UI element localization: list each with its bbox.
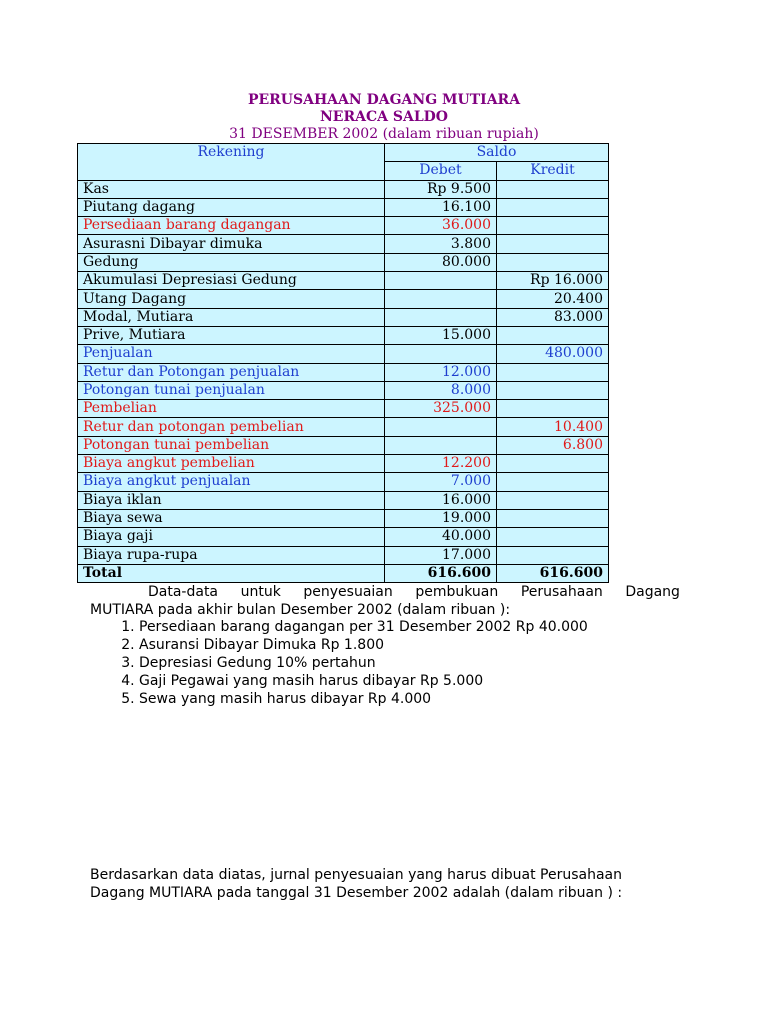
kredit-value: [497, 509, 609, 527]
debet-value: [385, 290, 497, 308]
kredit-value: [497, 235, 609, 253]
col-header-account: Rekening: [78, 144, 385, 181]
kredit-value: 6.800: [497, 436, 609, 454]
debet-value: 12.000: [385, 363, 497, 381]
intro-line-1: [90, 583, 680, 601]
account-name: Gedung: [78, 253, 385, 271]
kredit-value: 83.000: [497, 308, 609, 326]
table-row: [78, 473, 609, 491]
debet-value: [385, 418, 497, 436]
table-row: [78, 381, 609, 399]
table-header-row: [78, 144, 609, 162]
table-row: [78, 217, 609, 235]
kredit-value: 10.400: [497, 418, 609, 436]
adjustment-intro: [90, 583, 680, 619]
account-name: Retur dan potongan pembelian: [78, 418, 385, 436]
account-name: Potongan tunai pembelian: [78, 436, 385, 454]
kredit-value: [497, 253, 609, 271]
kredit-value: [497, 455, 609, 473]
kredit-value: [497, 326, 609, 344]
table-row: [78, 235, 609, 253]
table-row: [78, 509, 609, 527]
table-row: [78, 400, 609, 418]
table-row: [78, 253, 609, 271]
total-kredit: 616.600: [497, 564, 609, 582]
adjustment-list: [113, 618, 588, 708]
account-name: Persediaan barang dagangan: [78, 217, 385, 235]
kredit-value: [497, 546, 609, 564]
account-name: Prive, Mutiara: [78, 326, 385, 344]
table-row: [78, 290, 609, 308]
table-row: [78, 418, 609, 436]
intro-word: Perusahaan: [520, 584, 603, 600]
table-row: [78, 180, 609, 198]
company-title: PERUSAHAAN DAGANG MUTIARA: [247, 92, 521, 108]
list-item: 3. Depresiasi Gedung 10% pertahun: [139, 654, 588, 672]
list-item: 1. Persediaan barang dagangan per 31 Desember 2002 Rp 40.000: [139, 618, 588, 636]
kredit-value: [497, 381, 609, 399]
debet-value: 17.000: [385, 546, 497, 564]
account-name: Pembelian: [78, 400, 385, 418]
account-name: Utang Dagang: [78, 290, 385, 308]
closing-line-1: Berdasarkan data diatas, jurnal penyesuaian yang harus dibuat Perusahaan: [90, 867, 622, 883]
total-label: Total: [78, 564, 385, 582]
debet-value: 3.800: [385, 235, 497, 253]
closing-paragraph: [90, 866, 680, 902]
debet-value: 8.000: [385, 381, 497, 399]
debet-value: 7.000: [385, 473, 497, 491]
debet-value: [385, 308, 497, 326]
debet-value: Rp 9.500: [385, 180, 497, 198]
account-name: Biaya angkut pembelian: [78, 455, 385, 473]
kredit-value: 480.000: [497, 345, 609, 363]
debet-value: [385, 272, 497, 290]
debet-value: 19.000: [385, 509, 497, 527]
col-header-kredit: Kredit: [497, 162, 609, 180]
table-row: [78, 326, 609, 344]
intro-word: Dagang: [625, 584, 680, 600]
account-name: Piutang dagang: [78, 198, 385, 216]
intro-word: penyesuaian: [303, 584, 393, 600]
kredit-value: [497, 491, 609, 509]
kredit-value: [497, 363, 609, 381]
kredit-value: [497, 217, 609, 235]
debet-value: 16.000: [385, 491, 497, 509]
account-name: Penjualan: [78, 345, 385, 363]
debet-value: 16.100: [385, 198, 497, 216]
col-header-saldo: Saldo: [385, 144, 609, 162]
list-item: 4. Gaji Pegawai yang masih harus dibayar Rp 5.000: [139, 672, 588, 690]
intro-word: Data-data: [148, 584, 219, 600]
kredit-value: [497, 528, 609, 546]
kredit-value: [497, 198, 609, 216]
table-row: [78, 308, 609, 326]
intro-word: pembukuan: [415, 584, 499, 600]
account-name: Biaya gaji: [78, 528, 385, 546]
account-name: Biaya angkut penjualan: [78, 473, 385, 491]
list-item: 2. Asuransi Dibayar Dimuka Rp 1.800: [139, 636, 588, 654]
debet-value: 40.000: [385, 528, 497, 546]
debet-value: 12.200: [385, 455, 497, 473]
report-title: NERACA SALDO: [320, 109, 448, 125]
account-name: Kas: [78, 180, 385, 198]
account-name: Potongan tunai penjualan: [78, 381, 385, 399]
report-period: 31 DESEMBER 2002 (dalam ribuan rupiah): [229, 126, 539, 142]
table-row: [78, 491, 609, 509]
table-row: [78, 363, 609, 381]
debet-value: [385, 436, 497, 454]
account-name: Akumulasi Depresiasi Gedung: [78, 272, 385, 290]
account-name: Retur dan Potongan penjualan: [78, 363, 385, 381]
debet-value: [385, 345, 497, 363]
closing-line-2: Dagang MUTIARA pada tanggal 31 Desember 2002 adalah (dalam ribuan ) :: [90, 885, 623, 901]
intro-word: untuk: [240, 584, 281, 600]
account-name: Asurasni Dibayar dimuka: [78, 235, 385, 253]
trial-balance-body: [78, 144, 609, 583]
list-item: 5. Sewa yang masih harus dibayar Rp 4.000: [139, 690, 588, 708]
account-name: Modal, Mutiara: [78, 308, 385, 326]
kredit-value: [497, 180, 609, 198]
debet-value: 36.000: [385, 217, 497, 235]
table-row: [78, 198, 609, 216]
kredit-value: 20.400: [497, 290, 609, 308]
account-name: Biaya rupa-rupa: [78, 546, 385, 564]
account-name: Biaya iklan: [78, 491, 385, 509]
total-debet: 616.600: [385, 564, 497, 582]
table-row: [78, 455, 609, 473]
table-row: [78, 546, 609, 564]
kredit-value: [497, 400, 609, 418]
debet-value: 15.000: [385, 326, 497, 344]
kredit-value: [497, 473, 609, 491]
kredit-value: Rp 16.000: [497, 272, 609, 290]
intro-line-2: MUTIARA pada akhir bulan Desember 2002 (dalam ribuan ):: [90, 602, 511, 618]
account-name: Biaya sewa: [78, 509, 385, 527]
table-row: [78, 528, 609, 546]
total-row: [78, 564, 609, 582]
table-row: [78, 436, 609, 454]
table-row: [78, 345, 609, 363]
debet-value: 325.000: [385, 400, 497, 418]
col-header-debet: Debet: [385, 162, 497, 180]
debet-value: 80.000: [385, 253, 497, 271]
trial-balance-table: [77, 143, 609, 583]
table-row: [78, 272, 609, 290]
